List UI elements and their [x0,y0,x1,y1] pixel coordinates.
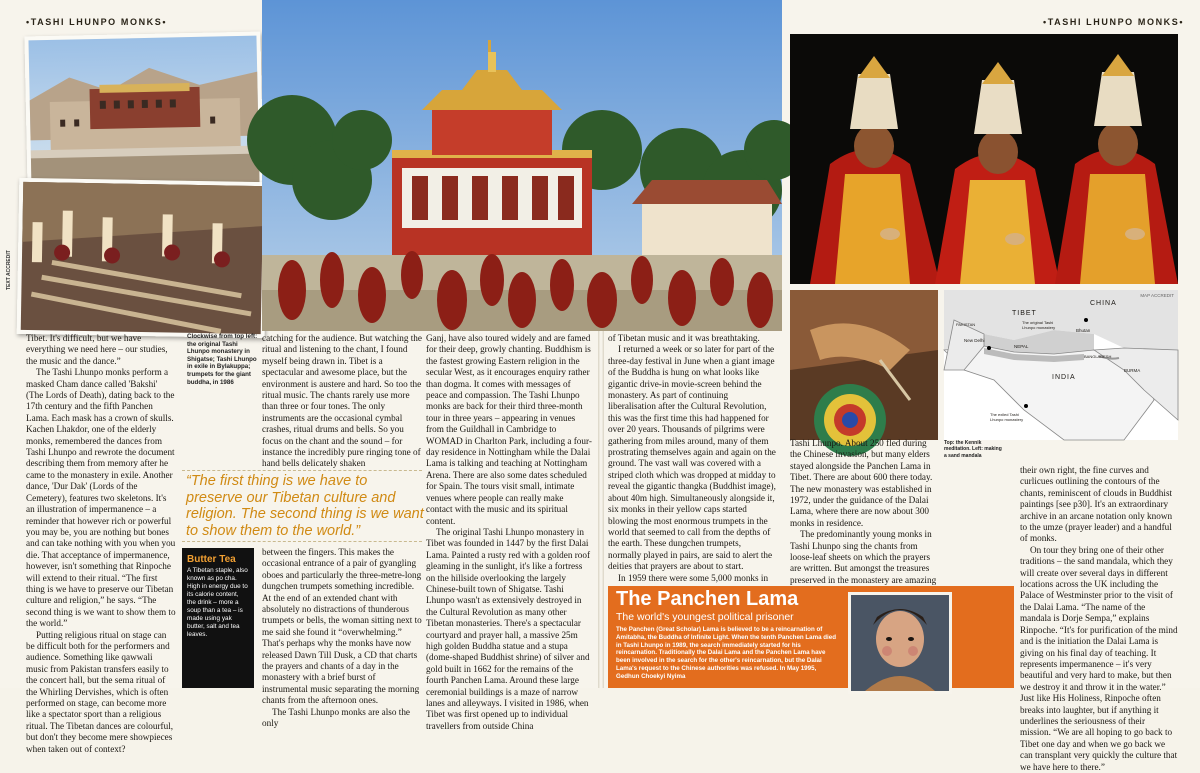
panchen-lama-box [608,586,1014,688]
paragraph: of Tibetan music and it was breathtaking. [608,333,760,343]
butter-tea-sidebar [182,548,254,688]
bylakuppa-monastery-photo [262,0,782,331]
map-tag: MAP ACCREDIT [1140,293,1174,298]
map-label-original-site: The original Tashi Lhunpo monastery [1022,320,1056,330]
photo-caption-left: Clockwise from top left: the original Tashi Lhunpo monastery in Shigatse; Tashi Lhunpo in exile in Bylakuppa; trumpets for the giant buddha, in 1986 [187,333,258,386]
paragraph: Tibet. It's difficult, but we have everything we need here – our studies, the music and the dance.” [26,333,168,366]
map-label-tibet: TIBET [1012,310,1037,317]
column-2-bottom [262,547,422,729]
tibet-map [944,290,1178,440]
paragraph: catching for the audience. But watching the ritual and listening to the chant, I found myself being drawn in. Tibet is a spectacular and awesome place, but the environment is austere and hard. So too the ritual music. The chants rarely use more than three or four tones. The only instruments are the occasional cymbal crashes, ritual drums and bells. So you focus on the chant and the sound – for instance the incredibly pure ringing tone of hand bells delicately shaken [262,333,422,469]
map-label-bangladesh: BANGLADESH [1084,354,1112,359]
paragraph: I returned a week or so later for part of the three-day festival in June when a giant image of the Buddha is hung on what looks like gigantic drive-in movie-screen behind the monastery. As part of continuing liberalisation after the Cultural Revolution, this was the first time this had happened for over 20 years. Thousands of pilgrims were gathering from miles around, many of them prostrating themselves again and again on the ground. The vast wall was covered with a striped cloth which was dropped at midday to reveal the gigantic thangka (Buddhist image), about 40m high. Simultaneously alongside it, six monks in their yellow caps started blowing the most enormous trumpets in the world that seemed to call from the depths of the earth. These dungchen trumpets, normally played in pairs, are said to alert the deities that prayers are about to start. [608,344,776,572]
pull-quote: “The first thing is we have to preserve our Tibetan culture and religion. The second thing is we want to show them to the world.” [186,473,424,539]
paragraph: The Tashi Lhunpo monks are also the only [262,706,410,729]
running-head-right: •TASHI LHUNPO MONKS• [1043,17,1185,27]
pull-quote-rule-top [182,470,422,471]
butter-tea-title: Butter Tea [187,554,236,565]
masked-monks-photo [790,34,1178,284]
photo-credit: TEXT ACCREDIT [6,250,12,290]
panchen-lama-body: The Panchen (Great Scholar) Lama is believed to be a reincarnation of Amitabha, the Buddha of Infinite Light. When the tenth Panchen Lama died in Tashi Lhunpo in 1989, the search immediately started for his reincarnation. Traditionally the Dalai Lama and the Panchen Lama have been involved in the search for the other's reincarnation, but the Dalai Lama's request to the Chinese authorities was refused. In May 1995, Gedhun Choekyi Nyima [616,626,837,680]
paragraph: Putting religious ritual on stage can be difficult both for the performers and audience. Something like qawwali music from Pakistan transfers easily to the concert hall, but the sema ritual of the Whirling Dervishes, which is often performed on stage, can become more like a spectator sport than a religious ritual. The Tibetan dances are colourful, but don't they become mere showpieces when taken out of context? [26,629,174,754]
sand-mandala-photo [790,290,938,440]
column-4 [608,333,776,581]
column-2-top [262,333,422,469]
column-6 [1020,465,1178,772]
paragraph: On tour they bring one of their other traditions – the sand mandala, which they will create over several days in different locations across the UK including the Palace of Westminster prior to the visit of the Dalai Lama. “The name of the mandala is Dorje Sempa,” explains Rinpoche. “It's for purification of the mind and is the initiation the Dalai Lama is giving on his final day of teaching. It represents impermanence – it's very beautiful and very hard to make, but then we destroy it and throw it in the water.” Just like His Holiness, Rinpoche often breaks into laughter, but if anything it underlines the seriousness of their mission. “We are all hoping to go back to Tibet one day and when we go back we can transplant very quickly the culture that we have here to there.” [1020,544,1178,772]
trumpets-1986-photo [17,178,268,338]
paragraph: The predominantly young monks in Tashi Lhunpo sing the chants from loose-leaf sheets on which the prayers are written. But amongst the treasures preserved in the monastery are amazing [790,529,937,585]
panchen-lama-portrait [848,592,952,694]
paragraph: between the fingers. This makes the occasional entrance of a pair of gyangling oboes and particularly the three-metre-long dungchen trumpets something incredible. At the end of an extended chant with absolutely no distractions of thunderous trumpets or bells, the woman sitting next to me said she found it “overwhelming.” That's perhaps why the monks have now released Dawn Till Dusk, a CD that charts the prayers and chants of a day in the monastery with a brief burst of instrumental music separating the morning chants from the afternoon ones. [262,547,422,706]
map-label-china: CHINA [1090,300,1117,307]
map-label-new-delhi: New Delhi [964,338,985,343]
butter-tea-body: A Tibetan staple, also known as po cha. High in energy due to its calorie content, the drink – more a soup than a tea – is made using yak butter, salt and tea leaves. [187,567,248,638]
paragraph: their own right, the fine curves and curlicues outlining the contours of the chants, reminiscent of clouds in Buddhist paintings [see p30]. It's an extraordinary archive in an arcane notation only known to the umze (prayer leader) and a handful of monks. [1020,465,1173,544]
running-head-left: •TASHI LHUNPO MONKS• [26,17,168,27]
panchen-lama-subtitle: The world's youngest political prisoner [616,611,794,623]
map-label-burma: BURMA [1124,368,1141,373]
map-label-india: INDIA [1052,374,1076,381]
map-label-nepal: NEPAL [1014,344,1029,349]
pull-quote-rule-bottom [182,541,422,542]
paragraph: Tashi Lhunpo. About 250 fled during the Chinese invasion, but many elders stayed alongside the Panchen Lama in Tibet. There are about 600 there today. The new monastery was established in 1972, under the guidance of the Dalai Lama, where there are now about 300 monks in residence. [790,438,933,528]
column-3 [426,333,592,731]
column-5 [790,438,940,583]
map-label-bhutan: Bhutan [1076,328,1091,333]
paragraph: Ganj, have also toured widely and are famed for their deep, growly chanting. Buddhism is the fastest growing Eastern religion in the secular West, as it encourages enquiry rather than dogma. It comes with messages of peace and compassion. The Tashi Lhunpo monks are back for their third three-month tour in three years – appearing in venues from the Guildhall in Cambridge to WOMAD in Charlton Park, including a four-day residence in Nottingham while the Dalai Lama is talking and teaching at Nottingham Arena. There are also some dates scheduled for Spain. The tours visit small, intimate venues where people can really make contact with the music and its spiritual content. [426,333,592,526]
panchen-lama-title: The Panchen Lama [616,588,799,610]
column-1 [26,333,176,754]
map-label-pakistan: PAKISTAN [956,322,976,327]
map-caption: Top: the Kennik meditation. Left: making a sand mandala [944,440,1002,459]
paragraph: The Tashi Lhunpo monks perform a masked Cham dance called 'Bakshi' (The Lords of Death), dating back to the 17th century and the fifth Panchen Lama. Each mask has a crown of skulls. Kachen Lhakdor, one of the elderly monks, remembered the dances from Tashi Lhunpo and rewrote the document describing them from memory after he came to the monastery in exile. Another dance, 'Dur Dak' (Lords of the Cemetery), features two skeletons. It's an illustration of impermanence – a reminder that however rich or powerful you may be, you are nothing but bones and can take nothing with you when you die. That acceptance of impermanence, however, isn't something that Rinpoche will extend to their ritual. “The first thing is we have to preserve our Tibetan culture and religion,” he says. “The second thing is we want to show them to the world.” [26,367,176,629]
monastery-shigatse-photo [24,32,263,193]
paragraph: The original Tashi Lhunpo monastery in Tibet was founded in 1447 by the first Dalai Lama. Painted a rusty red with a golden roof gleaming in the sunlight, it's like a fortress on the hillside overlooking the largely Chinese-built town of Shigatse. Tashi Lhunpo wasn't as extensively destroyed in the Cultural Revolution as many other Tibetan monasteries. There's a spectacular courtyard and prayer hall, a massive 25m high golden Buddha statue and a stupa (dome-shaped Buddhist shrine) of silver and gold built in 1662 for the remains of the fourth Panchen Lama. Around these large ceremonial buildings is a maze of narrow lanes and alleyways. I visited in 1986, when Tibet was first opened up to individual travellers from outside China [426,526,591,731]
paragraph: In 1959 there were some 5,000 monks in [618,572,769,583]
map-label-exile-site: The exiled Tashi Lhunpo monastery [990,412,1024,422]
